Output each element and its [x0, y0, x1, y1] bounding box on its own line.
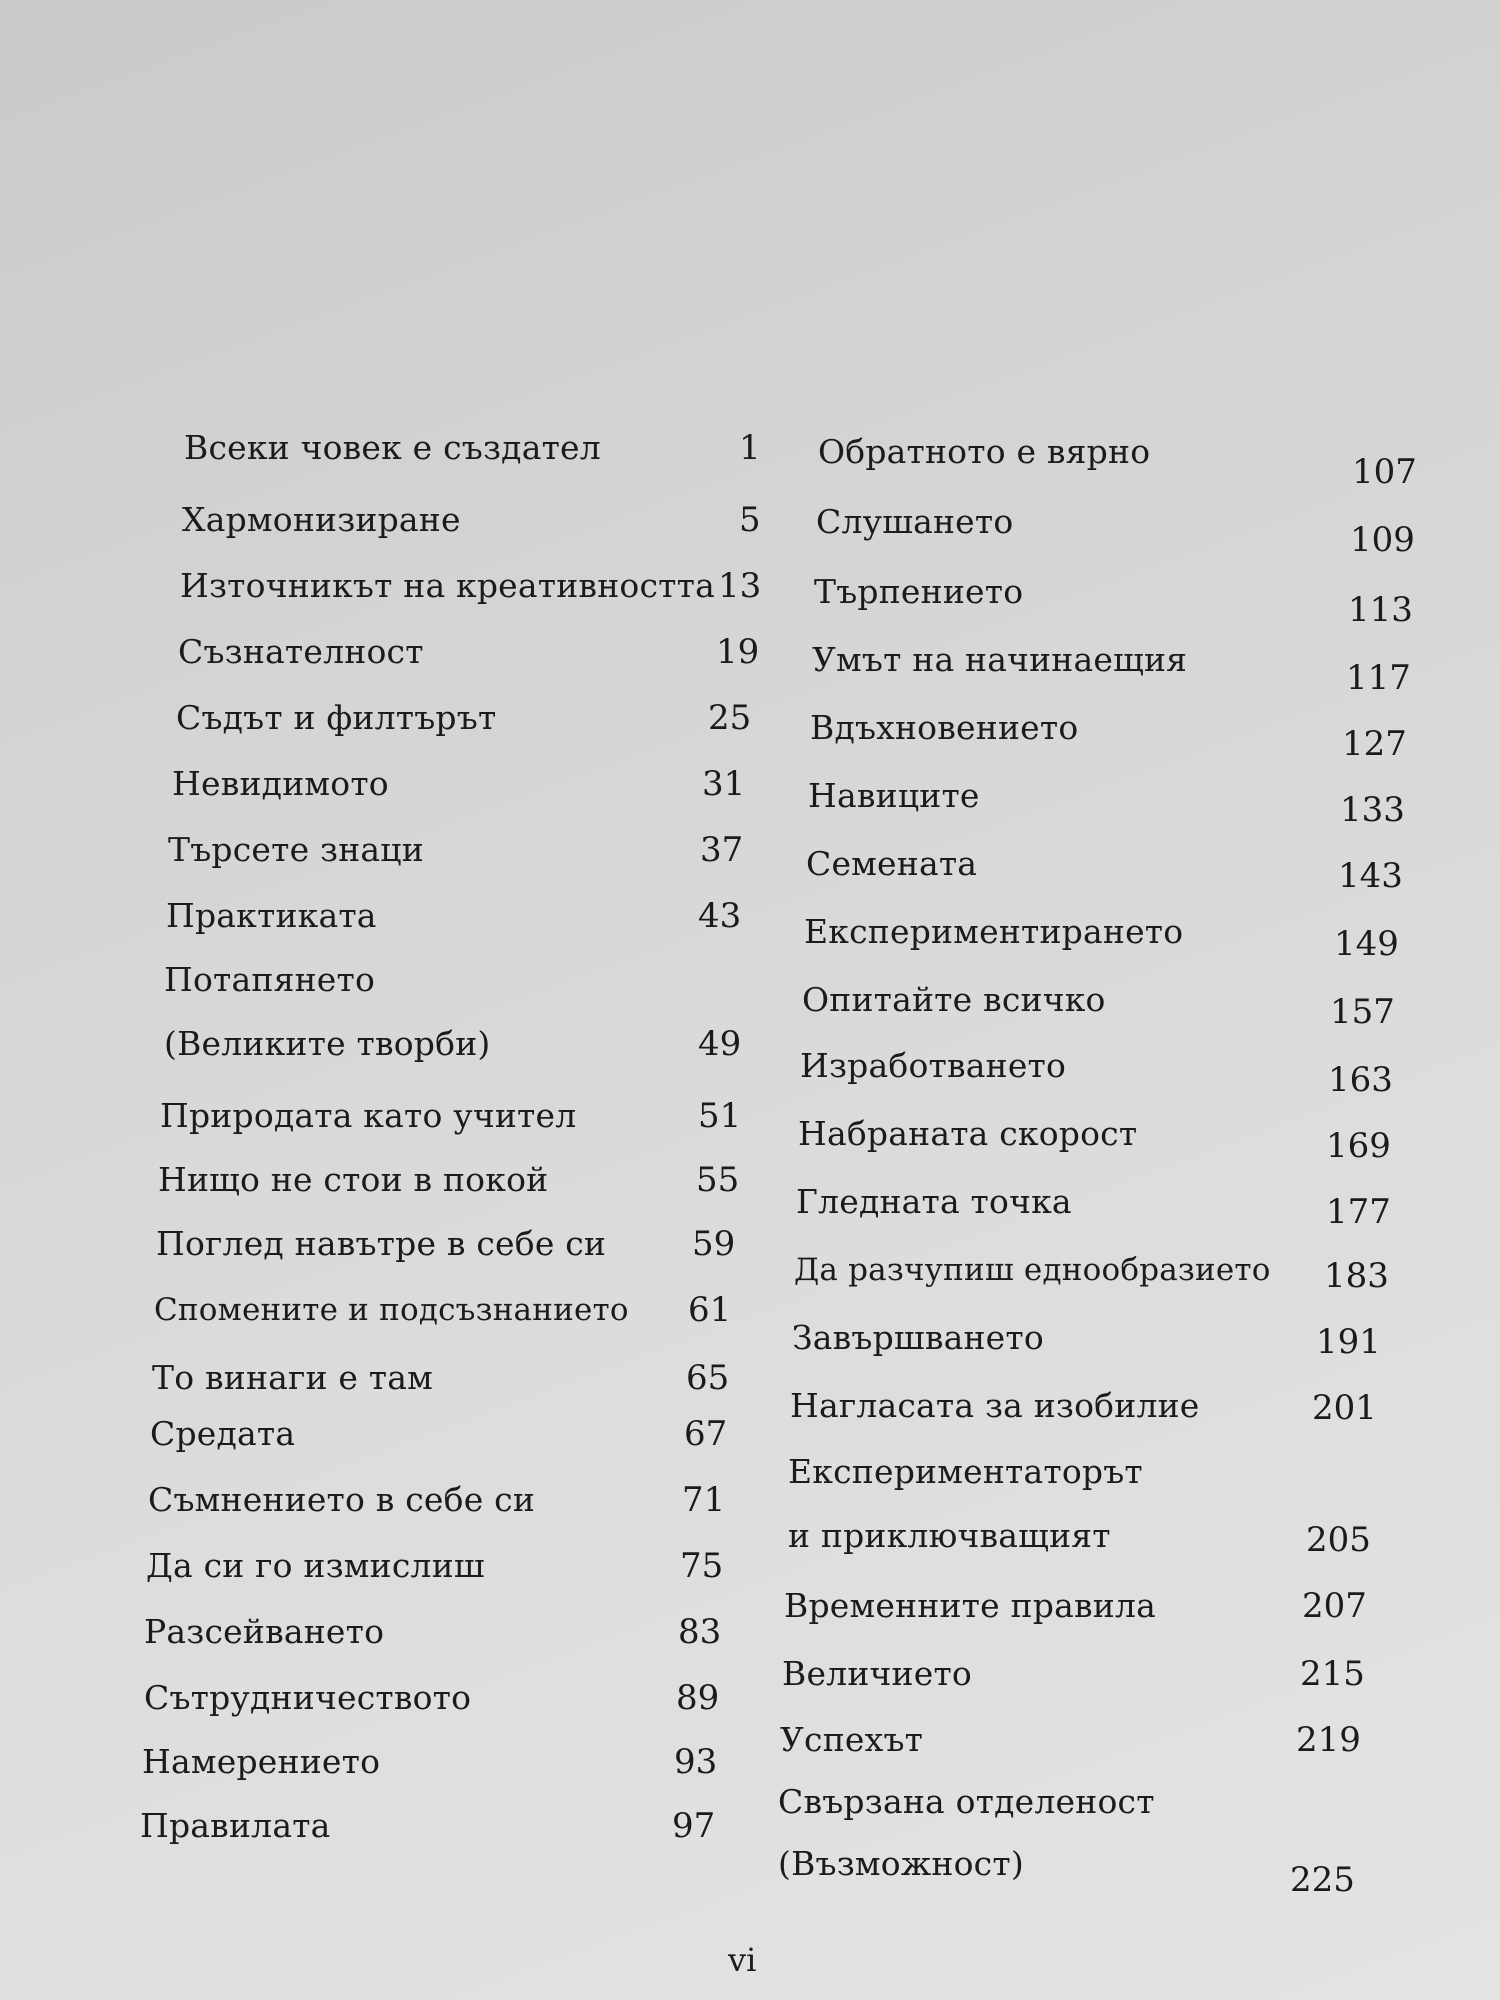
toc-entry-page: 169 [1326, 1126, 1391, 1166]
toc-entry-title: Семената [806, 844, 978, 883]
toc-entry-title: Набраната скорост [798, 1114, 1138, 1153]
toc-entry-page: 37 [700, 830, 744, 870]
toc-entry-title-line2: (Великите творби) [164, 1024, 491, 1063]
toc-entry-page: 163 [1328, 1060, 1393, 1100]
toc-entry-page: 19 [716, 632, 760, 672]
toc-entry-page: 75 [680, 1546, 724, 1586]
toc-entry-title: Търпението [814, 572, 1024, 611]
toc-entry-title: Съдът и филтърът [176, 698, 497, 737]
toc-entry-page: 31 [702, 764, 746, 804]
toc-entry-page: 5 [739, 500, 761, 540]
toc-entry-title: Съмнението в себе си [148, 1480, 536, 1519]
toc-entry-title: Източникът на креативността [180, 566, 715, 605]
toc-entry-page: 71 [682, 1480, 726, 1520]
toc-entry-page: 109 [1350, 520, 1415, 560]
toc-entry-page: 201 [1312, 1388, 1377, 1428]
toc-entry-title-line1: Потапянето [164, 960, 376, 999]
toc-entry-page: 191 [1316, 1322, 1381, 1362]
toc-entry-title: То винаги е там [152, 1358, 434, 1397]
toc-entry-title [778, 1782, 1155, 1884]
toc-entry-page: 61 [688, 1290, 732, 1330]
toc-entry-title: Природата като учител [160, 1096, 577, 1135]
toc-entry-page: 117 [1346, 658, 1411, 698]
toc-entry-page: 97 [672, 1806, 716, 1846]
toc-entry-title: Експериментирането [804, 912, 1184, 951]
toc-entry-title: Нагласата за изобилие [790, 1386, 1200, 1425]
toc-entry-title: Завършването [792, 1318, 1044, 1357]
toc-entry-page: 107 [1352, 452, 1417, 492]
toc-entry-title: Практиката [166, 896, 377, 935]
toc-entry-page: 215 [1300, 1654, 1365, 1694]
toc-entry-page: 143 [1338, 856, 1403, 896]
toc-entry-page: 93 [674, 1742, 718, 1782]
toc-entry-page: 177 [1326, 1192, 1391, 1232]
toc-entry-title: Поглед навътре в себе си [156, 1224, 607, 1263]
toc-entry-title: Спомените и подсъзнанието [154, 1292, 629, 1328]
toc-entry-page: 55 [696, 1160, 740, 1200]
toc-entry-title: Съзнателност [178, 632, 424, 671]
toc-entry-title: Средата [150, 1414, 296, 1453]
toc-entry-page: 133 [1340, 790, 1405, 830]
toc-entry-title: Временните правила [784, 1586, 1156, 1625]
toc-entry-page: 1 [739, 428, 761, 468]
toc-entry-page: 13 [718, 566, 762, 606]
toc-entry-page: 49 [698, 1024, 742, 1064]
toc-entry-page: 51 [698, 1096, 742, 1136]
toc-entry-page: 205 [1306, 1520, 1371, 1560]
toc-entry-title: Гледната точка [796, 1182, 1072, 1221]
toc-entry-title: Навиците [808, 776, 980, 815]
toc-entry-title: Обратното е вярно [818, 432, 1151, 471]
toc-entry-page: 113 [1348, 590, 1413, 630]
toc-entry-page: 83 [678, 1612, 722, 1652]
toc-entry-title: Да разчупиш еднообразието [794, 1252, 1271, 1288]
page-folio: vi [728, 1941, 757, 1979]
toc-entry-title: Вдъхновението [810, 708, 1079, 747]
toc-entry-page: 149 [1334, 924, 1399, 964]
toc-entry-title-line2: и приключващият [788, 1516, 1111, 1555]
toc-entry-title: Разсейването [144, 1612, 385, 1651]
toc-entry-title [788, 1452, 1143, 1556]
toc-entry-page: 67 [684, 1414, 728, 1454]
toc-entry-title: Да си го измислиш [146, 1546, 485, 1585]
toc-entry-title: Сътрудничеството [144, 1678, 472, 1717]
toc-entry-title-line2: (Възможност) [778, 1844, 1024, 1883]
toc-entry-title: Невидимото [172, 764, 389, 803]
toc-entry-page: 127 [1342, 724, 1407, 764]
toc-entry-page: 25 [708, 698, 752, 738]
toc-entry-page: 183 [1324, 1256, 1389, 1296]
toc-entry-title: Намерението [142, 1742, 381, 1781]
toc-entry-title: Слушането [816, 502, 1014, 541]
toc-entry-title: Правилата [140, 1806, 331, 1845]
toc-entry-title: Нищо не стои в покой [158, 1160, 549, 1199]
toc-entry-title: Всеки човек е създател [184, 428, 601, 467]
toc-entry-title-line1: Експериментаторът [788, 1452, 1143, 1491]
toc-entry-page: 207 [1302, 1586, 1367, 1626]
toc-entry-title-line1: Свързана отделеност [778, 1782, 1155, 1821]
toc-entry-page: 65 [686, 1358, 730, 1398]
toc-entry-title: Търсете знаци [168, 830, 424, 869]
toc-entry-page: 157 [1330, 992, 1395, 1032]
toc-entry-page: 225 [1290, 1860, 1355, 1900]
toc-entry-title: Умът на начинаещия [812, 640, 1188, 679]
toc-entry-title: Хармонизиране [182, 500, 461, 539]
toc-entry-page: 59 [692, 1224, 736, 1264]
toc-entry-title: Величието [782, 1654, 973, 1693]
toc-entry-title: Опитайте всичко [802, 980, 1106, 1019]
toc-entry-title: Успехът [780, 1720, 924, 1759]
toc-entry-title: Изработването [800, 1046, 1067, 1085]
toc-entry-page: 89 [676, 1678, 720, 1718]
toc-entry-page: 43 [698, 896, 742, 936]
toc-entry-page: 219 [1296, 1720, 1361, 1760]
